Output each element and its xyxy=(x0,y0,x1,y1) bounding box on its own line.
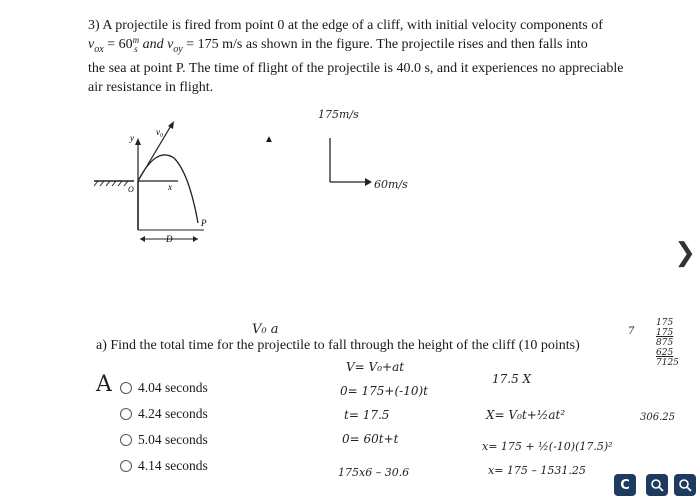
work-eq3: t= 17.5 xyxy=(344,408,390,422)
answer-mark: A xyxy=(96,372,112,397)
refresh-tool-button[interactable]: C xyxy=(614,474,636,496)
voy-value: = 175 m/s xyxy=(186,37,243,52)
vox-value: = 60 xyxy=(107,37,133,52)
work-eq4: 0= 60t+t xyxy=(342,432,399,446)
vy-note: 175m/s xyxy=(318,108,359,121)
side-result: 306.25 xyxy=(640,412,675,423)
option-2[interactable] xyxy=(120,406,208,422)
radio-icon[interactable] xyxy=(120,434,132,446)
origin-label: O xyxy=(128,185,134,194)
work-eq5: 175x6 – 30.6 xyxy=(338,466,410,479)
velocity-arrowhead xyxy=(168,121,174,129)
work-x3: x= 175 – 1531.25 xyxy=(488,464,586,477)
work-x2: x= 175 + ½(-10)(17.5)² xyxy=(482,440,613,453)
vox-symbol: $v_{ox}$ xyxy=(88,37,104,55)
radio-icon[interactable] xyxy=(120,382,132,394)
radio-icon[interactable] xyxy=(120,408,132,420)
zoom-in-icon xyxy=(650,478,664,492)
work-eq1: V= V₀+at xyxy=(346,360,405,374)
question-line-2 xyxy=(88,35,648,59)
vo-a-note: V₀ a xyxy=(252,322,279,337)
and-word: and xyxy=(142,37,164,52)
option-label: 4.14 seconds xyxy=(138,458,208,473)
question-line-2-rest: as shown in the figure. The projectile rises and then falls into xyxy=(245,37,588,52)
work-x1: X= V₀t+½at² xyxy=(486,408,566,422)
next-chevron-icon[interactable]: ❯ xyxy=(674,238,696,268)
option-label: 5.04 seconds xyxy=(138,432,208,447)
side-calc: 175 175 875 625 7125 xyxy=(656,318,679,368)
zoom-out-icon xyxy=(678,478,692,492)
option-3[interactable] xyxy=(120,432,208,448)
point-p-label: P xyxy=(201,218,207,228)
question-line-4: air resistance in flight. xyxy=(88,79,214,95)
y-axis-arrow xyxy=(135,138,141,145)
zoom-in-tool-button[interactable] xyxy=(646,474,668,496)
radio-icon[interactable] xyxy=(120,460,132,472)
option-1[interactable] xyxy=(120,380,208,396)
cursor-arrow-icon: ▲ xyxy=(264,134,274,145)
cliff-trajectory-figure xyxy=(94,118,224,248)
v0-label: v₀ xyxy=(156,127,164,137)
question-line-3: the sea at point P. The time of flight of the projectile is 40.0 s, and it experiences no appreciable xyxy=(88,60,624,76)
option-4[interactable] xyxy=(120,458,208,474)
y-label: y xyxy=(130,133,134,143)
work-eq2: 0= 175+(-10)t xyxy=(340,384,428,398)
side-mark: 7 xyxy=(628,326,635,337)
question-text xyxy=(88,16,648,97)
x-label: x xyxy=(168,182,172,192)
distance-label: D xyxy=(166,234,173,244)
option-label: 4.04 seconds xyxy=(138,380,208,395)
zoom-out-tool-button[interactable] xyxy=(674,474,696,496)
voy-symbol: $v_{oy}$ xyxy=(167,37,183,55)
work-mid: 17.5 X xyxy=(492,372,532,386)
vx-note: 60m/s xyxy=(374,178,408,191)
option-label: 4.24 seconds xyxy=(138,406,208,421)
question-line-1: 3) A projectile is fired from point 0 at the edge of a cliff, with initial velocity components of xyxy=(88,18,603,33)
part-a-prompt: a) Find the total time for the projectile to fall through the height of the cliff (10 points) xyxy=(96,338,580,353)
vox-unit: m s xyxy=(132,34,140,54)
